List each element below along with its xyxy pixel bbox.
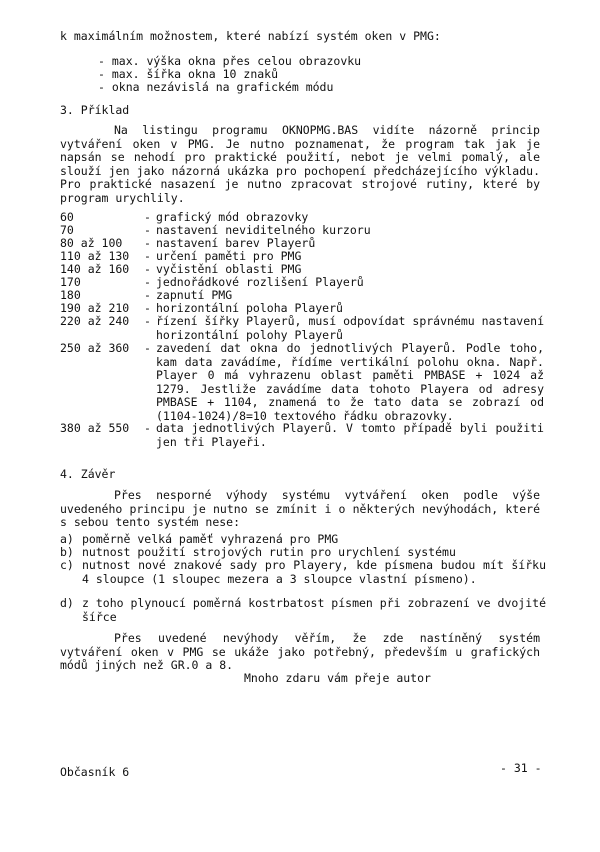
page-number: - 31 - bbox=[500, 761, 542, 775]
footer-magazine: Občasník 6 bbox=[60, 765, 130, 779]
feature-item: - max. výška okna přes celou obrazovku bbox=[98, 54, 362, 68]
section4-paragraph: Přes nesporné výhody systému vytváření oken podle výše uvedeného principu je nutno se zmínit i o některých nevýhodách, které s sebou tento systém nese: bbox=[60, 488, 540, 529]
feature-item: - okna nezávislá na grafickém módu bbox=[98, 80, 334, 94]
section-heading: 3. Příklad bbox=[60, 103, 130, 117]
closing-paragraph: Přes uvedené nevýhody věřím, že zde nastíněný systém vytváření oken v PMG se ukáže jako potřebný, především u grafických módů jiných než GR.0 a 8. bbox=[60, 631, 540, 672]
section3-paragraph: Na listingu programu OKNOPMG.BAS vidíte názorně princip vytváření oken v PMG. Je nutno poznamenat, že program tak jak je napsán se nehodí pro praktické použití, nebot je velmi pomalý, ale slouží jen jako názorná ukázka pro pochopení předcházejícího výkladu. Pro praktické nasazení je nutno zpracovat strojové rutiny, které by program urychlily. bbox=[60, 123, 540, 205]
document-page: k maximálním možnostem, které nabízí systém oken v PMG: - max. výška okna přes celou obrazovku - max. šířka okna 10 znaků - okna nezávislá na grafickém módu 3. Příklad Na listingu programu OKNOPMG.BAS vidíte názorně princip vytváření oken v PMG. Je nutno poznamenat, že program tak jak je napsán se nehodí pro praktické použití, nebot je velmi pomalý, ale slouží jen jako názorná ukázka pro pochopení předcházejícího výkladu. Pro praktické nasazení je nutno zpracovat strojové rutiny, které by program urychlily. 60 - grafický mód obrazovky 70 - nastavení neviditelného kurzoru 80 až 100 - nastavení barev Playerů 110 až 130 - určení paměti pro PMG 140 až 160 - vyčistění oblasti PMG 170 - jednořádkové rozlišení Playerů 180 - zapnutí PMG 190 až 210 - horizontální poloha Playerů 220 až 240 - řízení šířky Playerů, musí odpovídat správnému nastavení horizontální polohy Playerů 250 až 360 - zavedení dat okna do jednotlivých Playerů. Podle toho, kam data zavádíme, řídíme vertikální polohu okna. Např. Player 0 má vyhrazenu oblast paměti PMBASE + 1024 až 1279. Jestliže zavádíme data tohoto Playera od adresy PMBASE + 1104, znamená to že tato data se zobrazí od (1104-1024)/8=10 textového řádku obrazovky. 380 až 550 - data jednotlivých Playerů. V tomto případě byli použiti jen tři Playeři. 4. Závěr Přes nesporné výhody systému vytváření oken podle výše uvedeného principu je nutno se zmínit i o některých nevýhodách, které s sebou tento systém nese: a) poměrně velká paměť vyhrazená pro PMG b) nutnost použití strojových rutin pro urychlení systému c) nutnost nové znakové sady pro Playery, kde písmena budou mít šířku 4 sloupce (1 sloupec mezera a 3 sloupce vlastní písmeno). d) z toho plynoucí poměrná kostrbatost písmen při zobrazení ve dvojité šířce Přes uvedené nevýhody věřím, že zde nastíněný systém vytváření oken v PMG se ukáže jako potřebný, především u grafických módů jiných než GR.0 a 8. Mnoho zdaru vám přeje autor Občasník 6 - 31 - bbox=[60, 29, 546, 779]
feature-item: - max. šířka okna 10 znaků bbox=[98, 67, 279, 81]
intro-line: k maximálním možnostem, které nabízí systém oken v PMG: bbox=[60, 29, 441, 43]
signoff: Mnoho zdaru vám přeje autor bbox=[244, 671, 431, 685]
section-heading: 4. Závěr bbox=[60, 467, 116, 481]
